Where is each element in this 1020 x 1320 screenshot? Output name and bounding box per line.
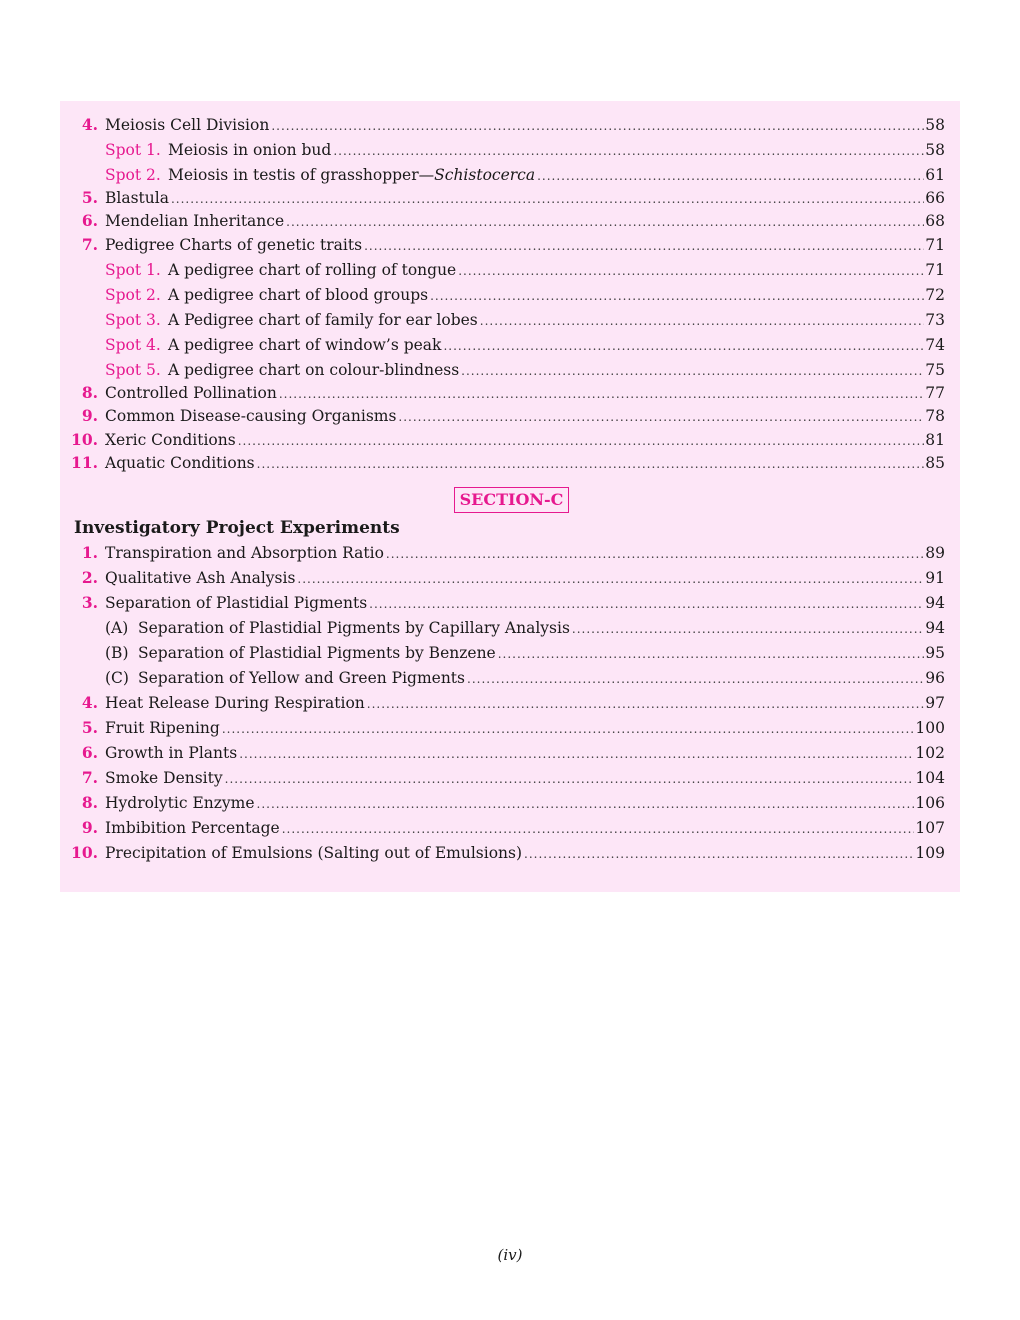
- entry-page-number: 97: [925, 694, 945, 712]
- entry-title-text: Separation of Plastidial Pigments by Capillary Analysis: [138, 619, 570, 637]
- entry-title-text: Meiosis Cell Division: [105, 116, 270, 134]
- subitem-label: (C): [105, 669, 129, 687]
- toc-entry[interactable]: [60, 359, 960, 381]
- entry-title-text: Separation of Plastidial Pigments by Benzene: [138, 644, 496, 662]
- entry-title: [138, 642, 498, 664]
- toc-entry[interactable]: [60, 309, 960, 331]
- toc-entry[interactable]: [60, 617, 960, 639]
- entry-number: 1.: [81, 543, 98, 562]
- entry-title-text: Controlled Pollination: [105, 384, 277, 402]
- toc-entry[interactable]: [60, 717, 960, 739]
- section-c-label: SECTION-C: [454, 487, 569, 513]
- entry-title-text: Aquatic Conditions: [105, 454, 255, 472]
- entry-title-text: Common Disease-causing Organisms: [105, 407, 397, 425]
- leader-dots: [257, 793, 915, 815]
- entry-page-number: 68: [925, 212, 945, 230]
- leader-dots: [286, 211, 924, 233]
- entry-title: [105, 405, 398, 427]
- toc-entry[interactable]: [60, 139, 960, 161]
- toc-entry[interactable]: [60, 210, 960, 232]
- entry-number: 5.: [81, 718, 98, 737]
- section-heading: Investigatory Project Experiments: [74, 518, 400, 538]
- entry-page-number: 95: [925, 644, 945, 662]
- entry-number: 7.: [81, 768, 98, 787]
- leader-dots: [480, 310, 925, 332]
- entry-number: 11.: [71, 453, 98, 472]
- entry-page-number: 58: [925, 141, 945, 159]
- entry-title-text: Separation of Yellow and Green Pigments: [138, 669, 465, 687]
- toc-entry[interactable]: [60, 642, 960, 664]
- leader-dots: [367, 693, 924, 715]
- entry-title: [168, 164, 537, 186]
- entry-number: 6.: [81, 211, 98, 230]
- entry-page-number: 104: [915, 769, 945, 787]
- entry-title-text: Imbibition Percentage: [105, 819, 280, 837]
- entry-title: [168, 334, 443, 356]
- entry-title: [105, 452, 257, 474]
- entry-page-number: 78: [925, 407, 945, 425]
- leader-dots: [171, 188, 924, 210]
- leader-dots: [572, 618, 924, 640]
- entry-title-text: Precipitation of Emulsions (Salting out of Emulsions): [105, 844, 523, 862]
- leader-dots: [279, 383, 924, 405]
- entry-title-text: Transpiration and Absorption Ratio: [105, 544, 384, 562]
- toc-entry[interactable]: [60, 767, 960, 789]
- entry-page-number: 73: [925, 311, 945, 329]
- toc-entry[interactable]: [60, 259, 960, 281]
- entry-title: [105, 692, 367, 714]
- entry-page-number: 66: [925, 189, 945, 207]
- entry-title: [138, 617, 572, 639]
- entry-title-text: Blastula: [105, 189, 169, 207]
- leader-dots: [238, 430, 925, 452]
- entry-title-text: Mendelian Inheritance: [105, 212, 285, 230]
- entry-title-text: Smoke Density: [105, 769, 223, 787]
- entry-number: 8.: [81, 793, 98, 812]
- leader-dots: [467, 668, 924, 690]
- spot-label: Spot 2.: [105, 286, 161, 304]
- contents-panel: [60, 101, 960, 892]
- leader-dots: [225, 768, 915, 790]
- entry-title: [138, 667, 467, 689]
- entry-number: 2.: [81, 568, 98, 587]
- entry-title: [105, 382, 279, 404]
- entry-page-number: 77: [925, 384, 945, 402]
- leader-dots: [430, 285, 924, 307]
- entry-title: [168, 139, 333, 161]
- leader-dots: [282, 818, 915, 840]
- toc-entry[interactable]: [60, 429, 960, 451]
- entry-page-number: 91: [925, 569, 945, 587]
- entry-title-italic: Schistocerca: [434, 166, 536, 184]
- leader-dots: [369, 593, 924, 615]
- spot-label: Spot 1.: [105, 141, 161, 159]
- entry-page-number: 109: [915, 844, 945, 862]
- toc-entry[interactable]: [60, 284, 960, 306]
- spot-label: Spot 2.: [105, 166, 161, 184]
- entry-number: 8.: [81, 383, 98, 402]
- entry-title: [105, 429, 238, 451]
- toc-entry[interactable]: [60, 742, 960, 764]
- entry-title-text: A pedigree chart on colour-blindness: [168, 361, 460, 379]
- spot-label: Spot 3.: [105, 311, 161, 329]
- toc-entry[interactable]: [60, 164, 960, 186]
- entry-page-number: 75: [925, 361, 945, 379]
- leader-dots: [398, 406, 924, 428]
- leader-dots: [222, 718, 915, 740]
- toc-entry[interactable]: [60, 842, 960, 864]
- entry-title: [105, 542, 386, 564]
- entry-title: [105, 842, 524, 864]
- entry-title-text: Pedigree Charts of genetic traits: [105, 236, 363, 254]
- entry-number: 7.: [81, 235, 98, 254]
- entry-number: 6.: [81, 743, 98, 762]
- leader-dots: [443, 335, 924, 357]
- spot-label: Spot 5.: [105, 361, 161, 379]
- entry-title-text: Xeric Conditions: [105, 431, 236, 449]
- entry-page-number: 71: [925, 236, 945, 254]
- entry-title: [168, 284, 430, 306]
- entry-page-number: 94: [925, 594, 945, 612]
- entry-number: 10.: [71, 430, 98, 449]
- toc-entry[interactable]: [60, 114, 960, 136]
- entry-page-number: 71: [925, 261, 945, 279]
- leader-dots: [257, 453, 925, 475]
- leader-dots: [297, 568, 924, 590]
- entry-title-text: Growth in Plants: [105, 744, 238, 762]
- entry-title-text: Hydrolytic Enzyme: [105, 794, 255, 812]
- toc-entry[interactable]: [60, 567, 960, 589]
- entry-page-number: 100: [915, 719, 945, 737]
- entry-title-text: A pedigree chart of blood groups: [168, 286, 429, 304]
- toc-entry[interactable]: [60, 334, 960, 356]
- leader-dots: [498, 643, 925, 665]
- entry-number: 5.: [81, 188, 98, 207]
- entry-title: [105, 187, 171, 209]
- entry-title-text: Meiosis in testis of grasshopper—: [168, 166, 435, 184]
- leader-dots: [364, 235, 924, 257]
- entry-title: [168, 309, 480, 331]
- leader-dots: [386, 543, 924, 565]
- toc-entry[interactable]: [60, 692, 960, 714]
- leader-dots: [524, 843, 914, 865]
- entry-page-number: 85: [925, 454, 945, 472]
- entry-page-number: 74: [925, 336, 945, 354]
- entry-number: 4.: [81, 693, 98, 712]
- entry-page-number: 102: [915, 744, 945, 762]
- entry-title-text: Separation of Plastidial Pigments: [105, 594, 368, 612]
- entry-number: 3.: [81, 593, 98, 612]
- leader-dots: [333, 140, 924, 162]
- page-number: (iv): [497, 1246, 523, 1264]
- toc-entry[interactable]: [60, 187, 960, 209]
- entry-title: [105, 717, 222, 739]
- entry-title-text: A pedigree chart of rolling of tongue: [168, 261, 457, 279]
- subitem-label: (B): [105, 644, 129, 662]
- entry-title: [105, 817, 282, 839]
- toc-entry[interactable]: [60, 792, 960, 814]
- leader-dots: [537, 165, 924, 187]
- entry-page-number: 94: [925, 619, 945, 637]
- entry-title-text: Fruit Ripening: [105, 719, 220, 737]
- entry-title-text: Heat Release During Respiration: [105, 694, 365, 712]
- entry-title: [105, 210, 286, 232]
- entry-page-number: 107: [915, 819, 945, 837]
- toc-entry[interactable]: [60, 382, 960, 404]
- leader-dots: [461, 360, 924, 382]
- leader-dots: [458, 260, 924, 282]
- entry-title: [168, 359, 461, 381]
- leader-dots: [239, 743, 914, 765]
- toc-entry[interactable]: [60, 667, 960, 689]
- entry-title: [105, 234, 364, 256]
- entry-page-number: 96: [925, 669, 945, 687]
- toc-entry[interactable]: [60, 405, 960, 427]
- entry-page-number: 72: [925, 286, 945, 304]
- toc-entry[interactable]: [60, 542, 960, 564]
- entry-page-number: 61: [925, 166, 945, 184]
- entry-title: [105, 592, 369, 614]
- toc-entry[interactable]: [60, 817, 960, 839]
- entry-title-text: Qualitative Ash Analysis: [105, 569, 296, 587]
- entry-title: [105, 567, 297, 589]
- toc-entry[interactable]: [60, 592, 960, 614]
- entry-title: [105, 742, 239, 764]
- entry-number: 10.: [71, 843, 98, 862]
- toc-entry[interactable]: [60, 452, 960, 474]
- entry-title: [105, 114, 271, 136]
- spot-label: Spot 1.: [105, 261, 161, 279]
- entry-number: 4.: [81, 115, 98, 134]
- spot-label: Spot 4.: [105, 336, 161, 354]
- entry-title: [105, 767, 225, 789]
- leader-dots: [271, 115, 924, 137]
- entry-number: 9.: [81, 818, 98, 837]
- entry-title-text: A pedigree chart of window’s peak: [168, 336, 442, 354]
- entry-title-text: A Pedigree chart of family for ear lobes: [168, 311, 478, 329]
- entry-page-number: 81: [925, 431, 945, 449]
- entry-page-number: 106: [915, 794, 945, 812]
- entry-number: 9.: [81, 406, 98, 425]
- entry-page-number: 89: [925, 544, 945, 562]
- entry-title: [105, 792, 257, 814]
- entry-title-text: Meiosis in onion bud: [168, 141, 332, 159]
- toc-entry[interactable]: [60, 234, 960, 256]
- subitem-label: (A): [105, 619, 129, 637]
- entry-title: [168, 259, 458, 281]
- entry-page-number: 58: [925, 116, 945, 134]
